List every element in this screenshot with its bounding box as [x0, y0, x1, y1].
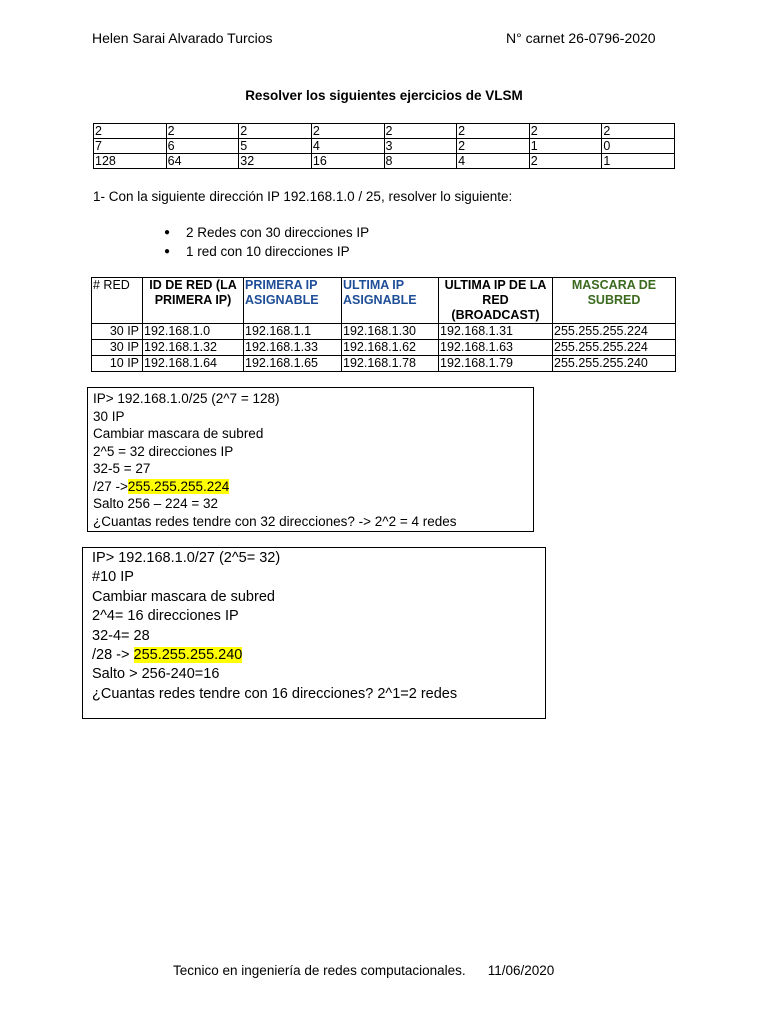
- table-cell: 192.168.1.30: [342, 324, 439, 340]
- table-row: [94, 139, 675, 154]
- table-cell: 1: [529, 139, 602, 154]
- table-cell: 192.168.1.63: [439, 340, 553, 356]
- table-cell: 192.168.1.78: [342, 356, 439, 372]
- text-line: ¿Cuantas redes tendre con 16 direcciones? 2^1=2 redes: [92, 685, 458, 702]
- table-cell: 128: [94, 154, 167, 169]
- text-line: Cambiar mascara de subred: [93, 426, 264, 441]
- table-cell: 2: [457, 124, 530, 139]
- text-line: 32-5 = 27: [93, 461, 151, 476]
- table-cell: 2: [311, 124, 384, 139]
- text-line: IP> 192.168.1.0/27 (2^5= 32): [92, 550, 281, 566]
- column-header: PRIMERA IP ASIGNABLE: [244, 278, 342, 324]
- highlighted-mask: 255.255.255.224: [127, 478, 230, 494]
- table-header-row: [92, 278, 676, 324]
- text-line: 2^4= 16 direcciones IP: [92, 608, 239, 625]
- carnet-number: N° carnet 26-0796-2020: [506, 30, 656, 46]
- table-cell: 8: [384, 154, 457, 169]
- table-cell: 6: [166, 139, 239, 154]
- table-cell: 5: [239, 139, 312, 154]
- text-fragment: /27 ->: [93, 478, 128, 494]
- exercise-intro: 1- Con la siguiente dirección IP 192.168.1.0 / 25, resolver lo siguiente:: [93, 189, 513, 204]
- table-cell: 2: [239, 124, 312, 139]
- table-cell: 192.168.1.32: [143, 340, 244, 356]
- table-cell: 2: [94, 124, 167, 139]
- table-row: [92, 324, 676, 340]
- footer-date: 11/06/2020: [487, 963, 555, 978]
- text-line: ¿Cuantas redes tendre con 32 direcciones? -> 2^2 = 4 redes: [93, 513, 457, 529]
- table-cell: 3: [384, 139, 457, 154]
- text-line: 2^5 = 32 direcciones IP: [93, 443, 234, 459]
- text-line: Cambiar mascara de subred: [92, 588, 275, 605]
- table-cell: 192.168.1.65: [244, 356, 342, 372]
- table-cell: 255.255.255.240: [553, 356, 676, 372]
- table-cell: 4: [311, 139, 384, 154]
- column-header: # RED: [92, 278, 143, 324]
- table-cell: 192.168.1.31: [439, 324, 553, 340]
- text-line: 30 IP: [93, 408, 125, 424]
- table-cell: 2: [529, 124, 602, 139]
- author-name: Helen Sarai Alvarado Turcios: [92, 30, 273, 46]
- table-cell: 192.168.1.33: [244, 340, 342, 356]
- list-item: ● 2 Redes con 30 direcciones IP: [164, 223, 369, 242]
- calculation-box-30-ip: [87, 387, 534, 532]
- table-cell: 30 IP: [92, 324, 143, 340]
- table-cell: 64: [166, 154, 239, 169]
- table-cell: 4: [457, 154, 530, 169]
- list-item: ● 1 red con 10 direcciones IP: [164, 242, 369, 261]
- table-cell: 16: [311, 154, 384, 169]
- table-cell: 7: [94, 139, 167, 154]
- page-title: Resolver los siguientes ejercicios de VLSM: [245, 88, 523, 103]
- highlighted-mask: 255.255.255.240: [133, 646, 243, 663]
- table-cell: 2: [166, 124, 239, 139]
- network-table: [91, 277, 676, 372]
- footer-text: Tecnico en ingeniería de redes computacionales.: [173, 963, 466, 978]
- table-cell: 255.255.255.224: [553, 340, 676, 356]
- column-header: ULTIMA IP ASIGNABLE: [342, 278, 439, 324]
- text-line: Salto 256 – 224 = 32: [93, 496, 218, 511]
- column-header: ID DE RED (LA PRIMERA IP): [143, 278, 244, 324]
- text-line: Salto > 256-240=16: [92, 666, 220, 683]
- table-cell: 0: [602, 139, 675, 154]
- text-line: [83, 646, 545, 665]
- calculation-box-10-ip: [82, 547, 546, 719]
- text-line: 32-4= 28: [92, 627, 150, 644]
- table-cell: 192.168.1.0: [143, 324, 244, 340]
- column-header: MASCARA DE SUBRED: [553, 278, 676, 324]
- table-cell: 2: [529, 154, 602, 169]
- powers-table: [93, 123, 675, 169]
- text-line: IP> 192.168.1.0/25 (2^7 = 128): [93, 391, 280, 406]
- table-row: [92, 356, 676, 372]
- table-cell: 192.168.1.1: [244, 324, 342, 340]
- text-line: #10 IP: [92, 569, 134, 586]
- table-cell: 255.255.255.224: [553, 324, 676, 340]
- table-cell: 192.168.1.62: [342, 340, 439, 356]
- page-footer: [173, 963, 554, 978]
- table-cell: 32: [239, 154, 312, 169]
- table-cell: 192.168.1.64: [143, 356, 244, 372]
- table-cell: 1: [602, 154, 675, 169]
- table-cell: 2: [457, 139, 530, 154]
- table-row: [94, 124, 675, 139]
- text-line: [88, 478, 533, 496]
- table-row: [92, 340, 676, 356]
- table-cell: 10 IP: [92, 356, 143, 372]
- table-cell: 192.168.1.79: [439, 356, 553, 372]
- column-header: ULTIMA IP DE LA RED (BROADCAST): [439, 278, 553, 324]
- table-cell: 2: [602, 124, 675, 139]
- text-fragment: /28 ->: [92, 646, 134, 663]
- table-cell: 2: [384, 124, 457, 139]
- requirements-list: [164, 223, 369, 261]
- table-cell: 30 IP: [92, 340, 143, 356]
- table-row: [94, 154, 675, 169]
